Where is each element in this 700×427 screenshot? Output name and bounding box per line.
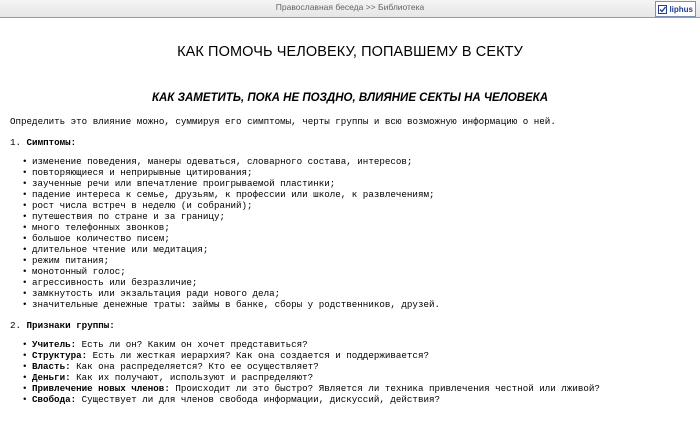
bullet-icon: • — [22, 255, 28, 266]
list-item-term: Привлечение новых членов: — [32, 383, 170, 394]
list-item — [22, 394, 694, 405]
list-item — [22, 361, 694, 372]
bullet-icon: • — [22, 383, 28, 394]
list-item — [22, 233, 694, 244]
list-item — [22, 211, 694, 222]
bullet-icon: • — [22, 189, 28, 200]
bullet-icon: • — [22, 299, 28, 310]
list-item-text: агрессивность или безразличие; — [32, 277, 198, 288]
bullet-icon: • — [22, 350, 28, 361]
section-number: 2. — [10, 320, 22, 331]
section-heading — [10, 137, 694, 148]
list-item — [22, 156, 694, 167]
bullet-icon: • — [22, 233, 28, 244]
check-icon — [658, 5, 667, 14]
bullet-icon: • — [22, 288, 28, 299]
list-item-term: Деньги: — [32, 372, 71, 383]
list-item-text: Происходит ли это быстро? Является ли техника привлечения честной или лживой? — [169, 383, 600, 394]
list-item-text: изменение поведения, манеры одеваться, словарного состава, интересов; — [32, 156, 413, 167]
list-item — [22, 255, 694, 266]
list-item-text: Есть ли он? Каким он хочет представиться? — [76, 339, 308, 350]
list-item — [22, 299, 694, 310]
list-item — [22, 222, 694, 233]
page-subtitle: КАК ЗАМЕТИТЬ, ПОКА НЕ ПОЗДНО, ВЛИЯНИЕ СЕКТЫ НА ЧЕЛОВЕКА — [151, 92, 549, 104]
logo-text: liphus — [669, 4, 693, 14]
list-item-text: Существует ли для членов свобода информации, дискуссий, действия? — [76, 394, 440, 405]
list-item-term: Учитель: — [32, 339, 77, 350]
list-item-text: много телефонных звонков; — [32, 222, 170, 233]
list-item-text: Есть ли жесткая иерархия? Как она создается и поддерживается? — [87, 350, 429, 361]
list-item-term: Структура: — [32, 350, 88, 361]
bullet-icon: • — [22, 167, 28, 178]
list-item-text: повторяющиеся и неприрывные цитирования; — [32, 167, 253, 178]
list-item-text: режим питания; — [32, 255, 110, 266]
bullet-icon: • — [22, 222, 28, 233]
bullet-icon: • — [22, 361, 28, 372]
list-item — [22, 339, 694, 350]
list-item-term: Власть: — [32, 361, 71, 372]
bullet-icon: • — [22, 277, 28, 288]
list-item — [22, 372, 694, 383]
section-heading — [10, 320, 694, 331]
bullet-icon: • — [22, 178, 28, 189]
list-item — [22, 266, 694, 277]
list-item-text: заученные речи или впечатление проигрываемой пластинки; — [32, 178, 336, 189]
list-item — [22, 277, 694, 288]
list-item-text: длительное чтение или медитация; — [32, 244, 209, 255]
list-item-text: путешествия по стране и за границу; — [32, 211, 225, 222]
list-item-text: падение интереса к семье, друзьям, к профессии или школе, к развлечениям; — [32, 189, 435, 200]
top-navigation-bar — [0, 0, 700, 18]
list-item-text: Как она распределяется? Кто ее осуществляет? — [70, 361, 319, 372]
list-item-text: монотонный голос; — [32, 266, 126, 277]
section-number: 1. — [10, 137, 22, 148]
section-title: Симптомы: — [26, 137, 77, 148]
list-item — [22, 178, 694, 189]
list-item-text: замкнутость или экзальтация ради нового дела; — [32, 288, 281, 299]
list-item-text: рост числа встреч в неделю (и собраний); — [32, 200, 253, 211]
list-item — [22, 167, 694, 178]
list-item-term: Свобода: — [32, 394, 77, 405]
list-item — [22, 350, 694, 361]
breadcrumb-home-link[interactable]: Православная беседа — [275, 2, 364, 12]
intro-paragraph: Определить это влияние можно, суммируя его симптомы, черты группы и всю возможную информацию о ней. — [10, 116, 556, 127]
list-item-text: Как их получают, используют и распределяют? — [70, 372, 314, 383]
site-logo[interactable] — [655, 1, 696, 17]
bullet-icon: • — [22, 156, 28, 167]
article-body — [10, 116, 694, 405]
page-title: КАК ПОМОЧЬ ЧЕЛОВЕКУ, ПОПАВШЕМУ В СЕКТУ — [177, 44, 523, 60]
breadcrumb — [0, 2, 700, 12]
breadcrumb-separator: >> — [365, 2, 376, 12]
bullet-icon: • — [22, 200, 28, 211]
list-item — [22, 189, 694, 200]
section-title: Признаки группы: — [26, 320, 115, 331]
bullet-icon: • — [22, 244, 28, 255]
list-item-text: значительные денежные траты: займы в банке, сборы у родственников, друзей. — [32, 299, 440, 310]
list-item — [22, 244, 694, 255]
bullet-icon: • — [22, 266, 28, 277]
symptoms-list — [10, 156, 694, 310]
bullet-icon: • — [22, 211, 28, 222]
list-item — [22, 200, 694, 211]
group-traits-list — [10, 339, 694, 405]
list-item — [22, 288, 694, 299]
bullet-icon: • — [22, 339, 28, 350]
bullet-icon: • — [22, 372, 28, 383]
breadcrumb-section-link[interactable]: Библиотека — [378, 2, 425, 12]
bullet-icon: • — [22, 394, 28, 405]
list-item — [22, 383, 694, 394]
list-item-text: большое количество писем; — [32, 233, 170, 244]
